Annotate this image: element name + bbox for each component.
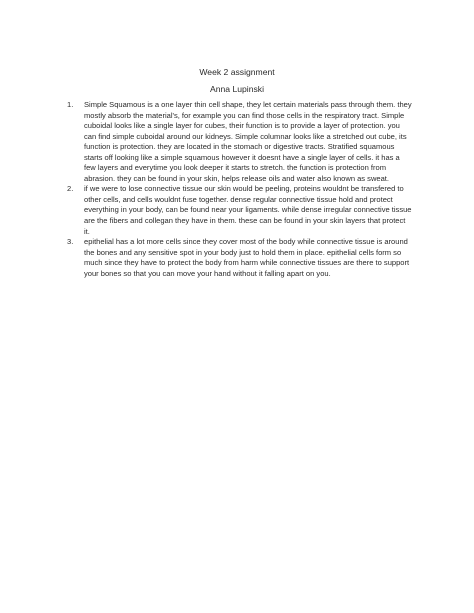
list-item-text: Simple Squamous is a one layer thin cell shape, they let certain materials pass through them. they mostly absorb the material's, for example you can find those cells in the respiratory tract. Simple cuboidal looks like a single layer for cubes, their function is to provide a layer of protection. you can find simple cuboidal around our kidneys. Simple columnar looks like a stretched out cube, its function is protection. they are located in the stomach or digestive tracts. Stratified squamous starts off looking like a simple squamous however it doesnt have a single layer of cells. it has a few layers and everytime you look deeper it starts to stretch. the function is protection from abrasion. they can be found in your skin, helps release oils and water also known as sweat. xyxy=(84,100,412,183)
list-item-text: if we were to lose connective tissue our skin would be peeling, proteins wouldnt be transfered to other cells, and cells wouldnt fuse together. dense regular connective tissue hold and protect everything in your body, can be found near your ligaments. while dense irregular connective tissue are the fibers and collegan they have in them. these can be found in your skin layers that protect it. xyxy=(84,184,412,236)
list-item-number: 2. xyxy=(67,184,74,194)
list-item-number: 3. xyxy=(67,237,74,247)
list-item xyxy=(67,184,412,237)
list-item-text: epithelial has a lot more cells since they cover most of the body while connective tissue is around the bones and any sensitive spot in your body just to hold them in place. epithelial cells form so much since they have to protect the body from harm while connective tissues are there to support your bones so that you can move your hand without it falling apart on you. xyxy=(84,237,410,278)
document-title: Week 2 assignment xyxy=(199,67,275,77)
list-item xyxy=(67,100,412,184)
list-item xyxy=(67,237,412,279)
author-name: Anna Lupinski xyxy=(210,84,264,94)
list-item-number: 1. xyxy=(67,100,74,109)
answer-list xyxy=(67,100,412,279)
